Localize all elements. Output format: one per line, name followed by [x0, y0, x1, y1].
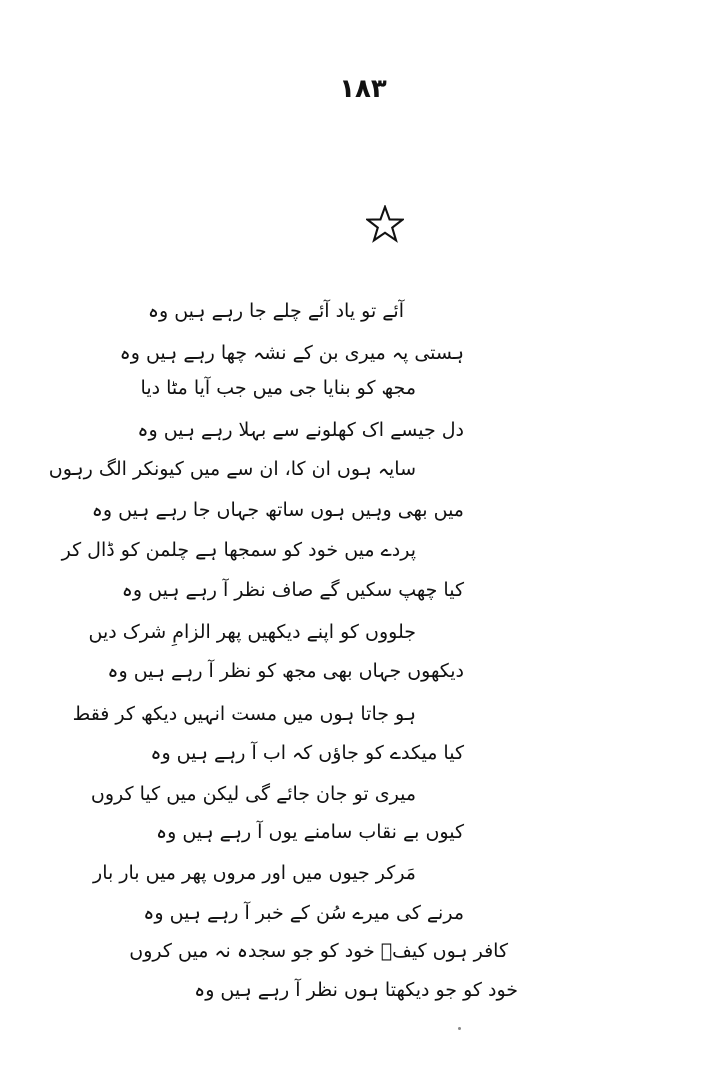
poem-line-15: مَرکر جیوں میں اور مروں پھر میں بار بار — [93, 862, 416, 884]
poem-line-14: کیوں بے نقاب سامنے یوں آ رہے ہیں وہ — [155, 821, 464, 843]
poem-line-12: کیا میکدے کو جاؤں کہ اب آ رہے ہیں وہ — [150, 742, 464, 764]
poem-line-13: میری تو جان جائے گی لیکن میں کیا کروں — [90, 783, 416, 805]
poem-line-18: خود کو جو دیکھتا ہوں نظر آ رہے ہیں وہ — [194, 979, 518, 1001]
poem-line-6: میں بھی وہیں ہوں ساتھ جہاں جا رہے ہیں وہ — [91, 499, 464, 521]
poem-line-9: جلووں کو اپنے دیکھیں پھر الزامِ شرک دیں — [88, 621, 416, 643]
poem-line-4: دل جیسے اک کھلونے سے بہلا رہے ہیں وہ — [137, 419, 464, 441]
poem-line-2: ہستی پہ میری بن کے نشہ چھا رہے ہیں وہ — [119, 342, 464, 364]
poem-line-5: سایہ ہوں ان کا، ان سے میں کیونکر الگ رہوں — [48, 458, 416, 480]
scan-speck — [458, 1027, 461, 1030]
poem-line-1: آئے تو یاد آئے چلے جا رہے ہیں وہ — [147, 300, 404, 322]
star-outline-icon — [366, 205, 404, 243]
poem-line-17: کافر ہوں کیفؔ خود کو جو سجدہ نہ میں کروں — [129, 940, 508, 962]
poem-line-3: مجھ کو بنایا جی میں جب آیا مٹا دیا — [140, 377, 416, 399]
poem-line-7: پردے میں خود کو سمجھا ہے چلمن کو ڈال کر — [61, 539, 416, 561]
poem-line-11: ہو جاتا ہوں میں مست انہیں دیکھ کر فقط — [72, 703, 416, 725]
page-number: ۱۸۳ — [339, 74, 387, 104]
poem-line-16: مرنے کی میرے سُن کے خبر آ رہے ہیں وہ — [143, 902, 464, 924]
poem-line-10: دیکھوں جہاں بھی مجھ کو نظر آ رہے ہیں وہ — [107, 660, 464, 682]
poem-line-8: کیا چھپ سکیں گے صاف نظر آ رہے ہیں وہ — [121, 579, 464, 601]
